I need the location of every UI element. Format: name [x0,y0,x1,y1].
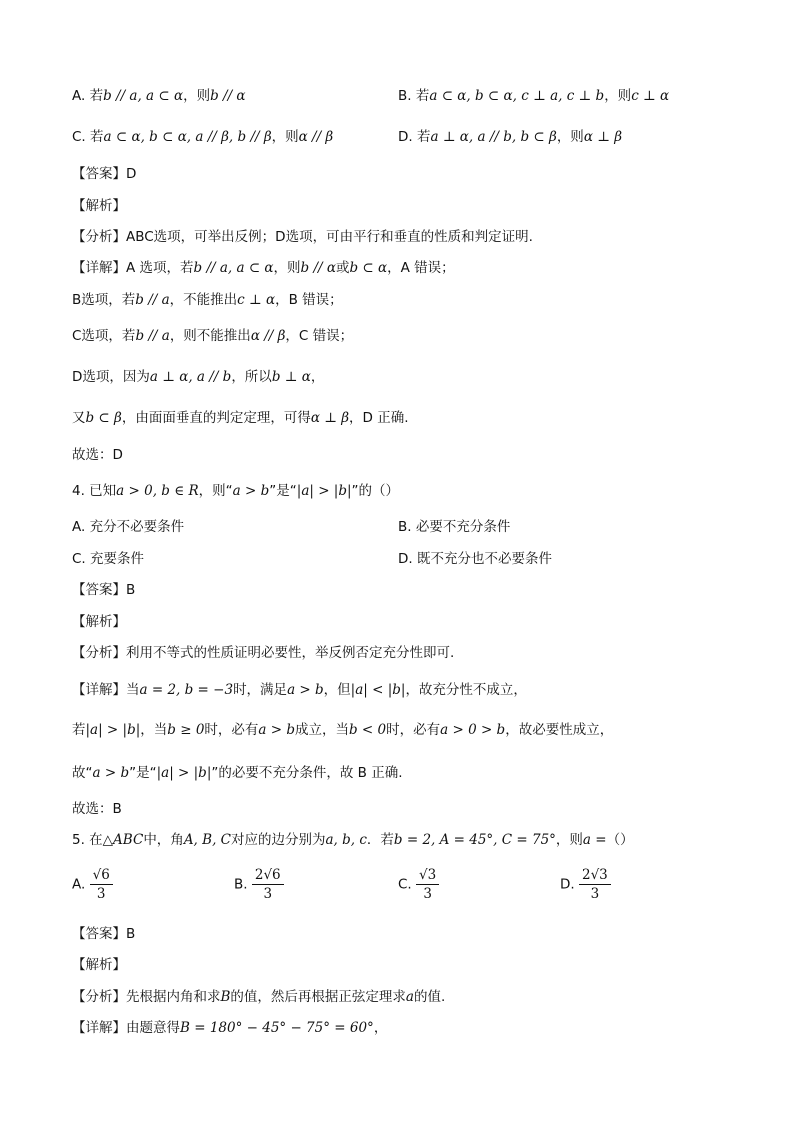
math-expression: a > 0 > b [440,722,506,738]
q5-analysis [72,987,445,1007]
fraction-denominator: 3 [423,886,432,902]
option-label: C. [398,876,412,893]
q4-analysis: 【分析】利用不等式的性质证明必要性，举反例否定充分性即可. [72,645,455,661]
text: ，当 [140,722,168,738]
text: ”的（） [351,483,400,499]
math-expression: a > b [92,765,130,781]
q4-option-c: C. 充要条件 [72,551,145,567]
text: 故“ [72,765,93,781]
fraction [252,866,284,903]
math-expression: △ABC [102,832,144,848]
option-label: B. [234,876,248,893]
text: ”是“ [269,483,297,499]
option-label: A. 若 [72,88,104,104]
fraction [579,866,611,903]
fraction-denominator: 3 [590,886,600,902]
math-expression: b // a [135,292,170,308]
math-expression: b ≥ 0 [167,722,205,738]
math-expression: α // β [298,129,334,145]
text: 4. 已知 [72,483,117,499]
text: ，故必要性成立， [505,722,614,738]
math-expression: |a| < |b| [350,682,406,698]
q5-option-a [72,866,113,903]
text: （） [606,832,634,848]
text: C选项，若 [72,328,136,344]
q4-detail-line-3 [72,763,403,783]
text: ，A 错误； [387,260,455,276]
math-expression: b // a, a ⊂ α [103,88,184,104]
text: 时，必有 [386,722,441,738]
text: 中，角 [143,832,184,848]
math-expression: |a| > |b| [296,483,352,499]
text: ，D 正确. [349,410,409,426]
q4-analysis-heading: 【解析】 [72,614,126,630]
math-expression: a ⊥ α, a // b, b ⊂ β [430,129,557,145]
text: ，由面面垂直的判定定理，可得 [121,410,311,426]
text: 【详解】当 [72,682,140,698]
math-expression: b = 2, A = 45°, C = 75° [393,832,556,848]
text: 【分析】先根据内角和求 [72,989,221,1005]
q3-answer: 【答案】D [72,166,137,182]
q5-option-b [234,866,284,903]
math-expression: a = [582,832,607,848]
fraction-numerator: √3 [416,866,439,885]
q4-stem [72,481,399,501]
text: ，则 [273,260,301,276]
q5-detail-line-1 [72,1018,387,1038]
math-expression: b < 0 [349,722,387,738]
option-label: D. 若 [398,129,431,145]
math-expression: b // α [300,260,336,276]
fraction-numerator: √6 [90,866,113,885]
math-expression: b ⊂ β [85,410,122,426]
text: ，则 [604,88,632,104]
text: 对应的边分别为 [230,832,326,848]
q4-answer: 【答案】B [72,582,136,598]
q3-option-c [72,127,333,147]
math-expression: a > b [287,682,324,698]
text: 成立，当 [295,722,349,738]
q3-option-d [398,127,622,147]
fraction-numerator: 2√3 [579,866,611,885]
q3-detail-line-3 [72,326,353,346]
math-expression: a, b, c [325,832,367,848]
q3-choose: 故选：D [72,447,123,463]
text: 5. 在 [72,832,103,848]
q4-option-d: D. 既不充分也不必要条件 [398,551,552,567]
text: ，B 错误； [275,292,343,308]
math-expression: A, B, C [183,832,231,848]
q3-detail-line-2 [72,290,343,310]
text: 【详解】由题意得 [72,1020,180,1036]
fraction-denominator: 3 [96,886,106,902]
text: 时，必有 [204,722,259,738]
math-expression: a ⊂ α, b ⊂ α, a // β, b // β [103,129,272,145]
text: ，则 [556,129,584,145]
math-expression: c ⊥ α [631,88,670,104]
q3-analysis-heading: 【解析】 [72,198,126,214]
option-label: B. 若 [398,88,430,104]
q5-option-d [560,866,611,903]
text: ，但 [323,682,351,698]
text: 的值. [413,989,446,1005]
fraction [90,866,113,903]
text: 时，满足 [233,682,288,698]
math-expression: |a| > |b| [85,722,141,738]
text: D选项，因为 [72,369,150,385]
text: ，则不能推出 [169,328,251,344]
q3-option-a [72,86,246,106]
q3-detail-line-4 [72,367,324,387]
math-expression: α ⊥ β [310,410,350,426]
fraction [416,866,439,903]
option-label: D. [560,876,575,893]
math-expression: a > b [258,722,295,738]
option-label: A. [72,876,86,893]
math-expression: a = 2, b = −3 [139,682,234,698]
math-expression: c ⊥ α [237,292,276,308]
math-expression: B [220,989,231,1005]
q4-option-a: A. 充分不必要条件 [72,519,185,535]
text: 的值，然后再根据正弦定理求 [230,989,406,1005]
fraction-numerator: 2√6 [252,866,284,885]
math-expression: b // a [135,328,170,344]
text: ”的必要不充分条件，故 B 正确. [211,765,403,781]
text: ．若 [366,832,394,848]
text: 又 [72,410,86,426]
q5-analysis-heading: 【解析】 [72,957,126,973]
q5-option-c [398,866,439,903]
text: ，C 错误； [285,328,354,344]
text: ，不能推出 [169,292,238,308]
math-expression: b ⊥ α [271,369,311,385]
option-label: C. 若 [72,129,104,145]
text: ”是“ [129,765,157,781]
q5-answer: 【答案】B [72,926,136,942]
q3-analysis: 【分析】ABC选项，可举出反例；D选项，可由平行和垂直的性质和判定证明. [72,229,533,245]
text: 【详解】A 选项，若 [72,260,194,276]
q5-stem [72,830,634,850]
text: ，则 [183,88,211,104]
q4-choose: 故选：B [72,801,122,817]
math-expression: b ⊂ α [349,260,388,276]
text: B选项，若 [72,292,136,308]
math-expression: α ⊥ β [583,129,623,145]
q3-detail-line-1 [72,258,455,278]
text: ，故充分性不成立， [405,682,527,698]
math-expression: a ⊥ α, a // b [149,369,232,385]
text: ，所以 [231,369,272,385]
text: ，则 [271,129,299,145]
q4-detail-line-2 [72,720,613,740]
math-expression: |a| > |b| [156,765,212,781]
math-expression: a > 0, b ∈ R [116,483,199,499]
q3-option-b [398,86,669,106]
q4-option-b: B. 必要不充分条件 [398,519,511,535]
q3-detail-line-5 [72,408,409,428]
fraction-denominator: 3 [263,886,273,902]
text: ， [373,1020,388,1036]
math-expression: a ⊂ α, b ⊂ α, c ⊥ a, c ⊥ b [429,88,605,104]
math-expression: b // a, a ⊂ α [193,260,274,276]
text: 若 [72,722,86,738]
text: ，则 [555,832,583,848]
text: ，则“ [198,483,233,499]
math-expression: B = 180° − 45° − 75° = 60° [180,1020,374,1036]
text: 或 [335,260,350,276]
math-expression: a > b [232,483,270,499]
q4-detail-line-1 [72,680,527,700]
math-expression: α // β [250,328,286,344]
math-expression: b // α [210,88,246,104]
math-expression: a [405,989,414,1005]
text: ， [310,369,325,385]
